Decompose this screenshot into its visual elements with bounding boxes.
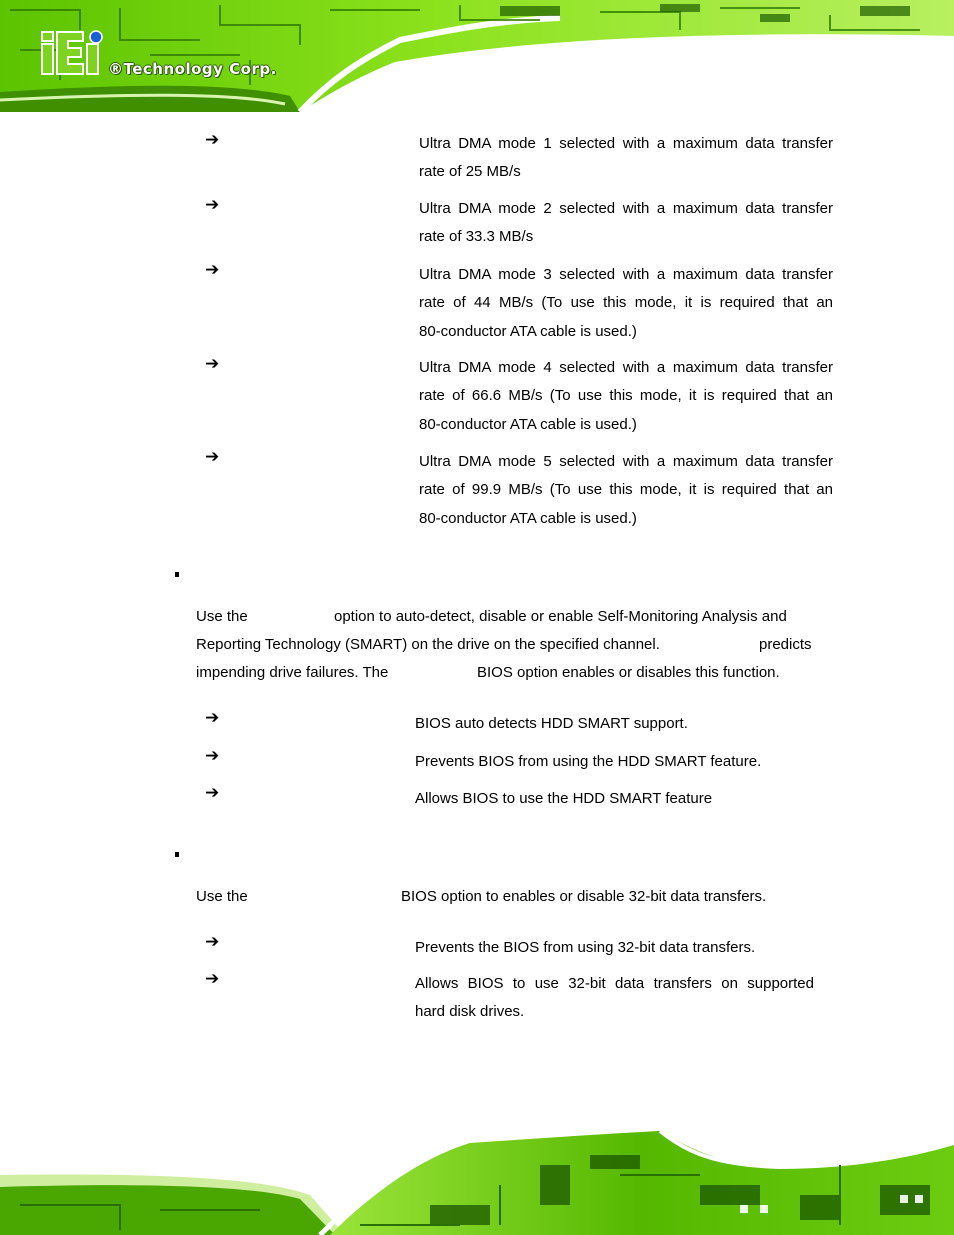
arrow-icon: ➔: [205, 932, 220, 952]
arrow-icon: ➔: [205, 447, 220, 467]
bit32-option-2: Allows BIOS to use 32-bit data transfers on supported hard disk drives.: [415, 975, 814, 1021]
smart-option-1: BIOS auto detects HDD SMART support.: [415, 715, 688, 732]
circuit-board-footer-graphic: [0, 1125, 954, 1235]
udma-option-2: Ultra DMA mode 2 selected with a maximum data transfer rate of 33.3 MB/s: [419, 200, 833, 246]
page-header: [0, 0, 954, 112]
arrow-icon: ➔: [205, 969, 220, 989]
arrow-icon: ➔: [205, 260, 220, 280]
udma-option-5: Ultra DMA mode 5 selected with a maximum data transfer rate of 99.9 MB/s (To use this mode, it is required that an 80-conductor ATA cable is used.): [419, 453, 833, 527]
section-bullet: [175, 852, 179, 857]
circuit-board-header-graphic: [0, 0, 954, 112]
arrow-icon: ➔: [205, 783, 220, 803]
arrow-icon: ➔: [205, 195, 220, 215]
bit32-option-1: Prevents the BIOS from using 32-bit data transfers.: [415, 939, 756, 956]
udma-option-4: Ultra DMA mode 4 selected with a maximum data transfer rate of 66.6 MB/s (To use this mode, it is required that an 80-conductor ATA cable is used.): [419, 359, 833, 433]
udma-option-3: Ultra DMA mode 3 selected with a maximum data transfer rate of 44 MB/s (To use this mode, it is required that an 80-conductor ATA cable is used.): [419, 266, 833, 340]
arrow-icon: ➔: [205, 130, 220, 150]
iei-logo-icon: [40, 30, 104, 76]
smart-option-2: Prevents BIOS from using the HDD SMART feature.: [415, 753, 762, 770]
arrow-icon: ➔: [205, 354, 220, 374]
page-footer: [0, 1125, 954, 1235]
udma-option-1: Ultra DMA mode 1 selected with a maximum data transfer rate of 25 MB/s: [419, 135, 833, 181]
section-bullet: [175, 572, 179, 577]
arrow-icon: ➔: [205, 746, 220, 766]
arrow-icon: ➔: [205, 708, 220, 728]
company-logo-text: ®Technology Corp.: [108, 60, 277, 78]
smart-option-3: Allows BIOS to use the HDD SMART feature: [415, 790, 713, 807]
